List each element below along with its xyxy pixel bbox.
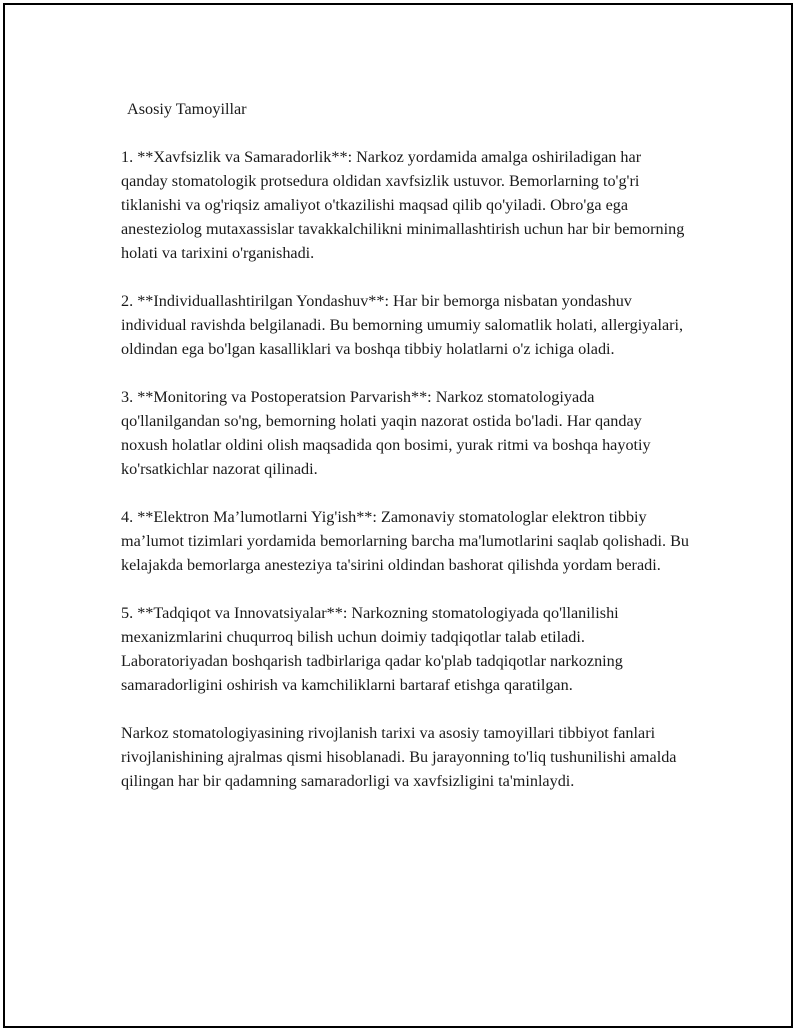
document-body xyxy=(121,97,691,817)
paragraph-tadqiqot: 5. **Tadqiqot va Innovatsiyalar**: Narkozning stomatologiyada qo'llanilishi mexanizmlarini chuqurroq bilish uchun doimiy tadqiqotlar talab etiladi. Laboratoriyadan boshqarish tadbirlariga qadar ko'plab tadqiqotlar narkozning samaradorligini oshirish va kamchiliklarni bartaraf etishga qaratilgan. xyxy=(121,604,623,694)
paragraph-individual-yondashuv: 2. **Individuallashtirilgan Yondashuv**: Har bir bemorga nisbatan yondashuv individual ravishda belgilanadi. Bu bemorning umumiy salomatlik holati, allergiyalari, oldindan ega bo'lgan kasalliklari va boshqa tibbiy holatlarni o'z ichiga oladi. xyxy=(121,292,684,358)
document-title: Asosiy Tamoyillar xyxy=(127,100,247,118)
paragraph-conclusion: Narkoz stomatologiyasining rivojlanish tarixi va asosiy tamoyillari tibbiyot fanlari rivojlanishining ajralmas qismi hisoblanadi. Bu jarayonning to'liq tushunilishi amalda qilingan har bir qadamning samaradorligi va xavfsizligini ta'minlaydi. xyxy=(121,724,677,790)
document-page xyxy=(3,3,793,1028)
paragraph-elektron-malumot: 4. **Elektron Ma’lumotlarni Yig'ish**: Zamonaviy stomatologlar elektron tibbiy ma’lumot tizimlari yordamida bemorlarning barcha ma'lumotlarini saqlab qolishadi. Bu kelajakda bemorlarga anesteziya ta'sirini oldindan bashorat qilishda yordam beradi. xyxy=(121,508,689,574)
paragraph-monitoring: 3. **Monitoring va Postoperatsion Parvarish**: Narkoz stomatologiyada qo'llanilgandan so'ng, bemorning holati yaqin nazorat ostida bo'ladi. Har qanday noxush holatlar oldini olish maqsadida qon bosimi, yurak ritmi va boshqa hayotiy ko'rsatkichlar nazorat qilinadi. xyxy=(121,388,651,478)
paragraph-xavfsizlik: 1. **Xavfsizlik va Samaradorlik**: Narkoz yordamida amalga oshiriladigan har qanday stomatologik protsedura oldidan xavfsizlik ustuvor. Bemorlarning to'g'ri tiklanishi va og'riqsiz amaliyot o'tkazilishi maqsad qilib qo'yiladi. Obro'ga ega anesteziolog mutaxassislar tavakkalchilikni minimallashtirish uchun har bir bemorning holati va tarixini o'rganishadi. xyxy=(121,148,685,262)
